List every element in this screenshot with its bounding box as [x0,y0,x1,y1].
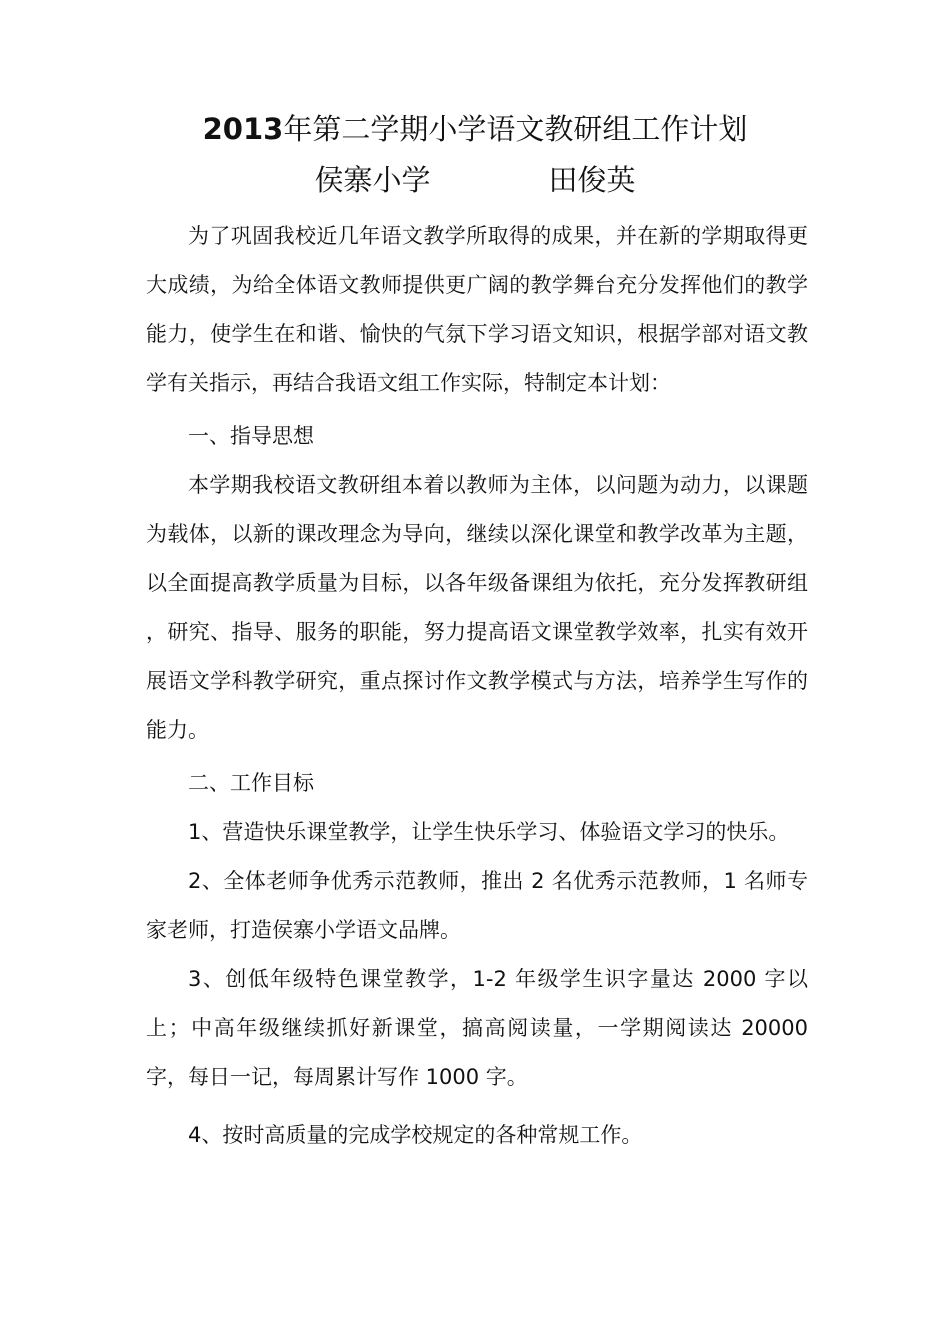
school-name: 侯寨小学 [314,163,431,197]
goal-item-1: 1、营造快乐课堂教学，让学生快乐学习、体验语文学习的快乐。 [188,820,790,844]
goal-item-3: 3、创低年级特色课堂教学，1-2 年级学生识字量达 2000 字以上；中高年级继续抓好新课堂，搞高阅读量，一学期阅读达 20000 字，每日一记，每周累计写作 1000 字。 [146,967,808,1089]
title-text: 年第二学期小学语文教研组工作计划 [283,112,748,146]
author-name: 田俊英 [548,163,636,197]
intro-paragraph: 为了巩固我校近几年语文教学所取得的成果，并在新的学期取得更大成绩，为给全体语文教师提供更广阔的教学舞台充分发挥他们的教学能力，使学生在和谐、愉快的气氛下学习语文知识，根据学部对语文教学有关指示，再结合我语文组工作实际，特制定本计划： [146,224,808,395]
goal-item-4: 4、按时高质量的完成学校规定的各种常规工作。 [188,1123,643,1147]
title-year: 2013 [202,112,284,146]
document-byline [0,163,950,197]
section-heading-guiding-ideology: 一、指导思想 [188,424,314,448]
guiding-ideology-paragraph: 本学期我校语文教研组本着以教师为主体，以问题为动力，以课题为载体，以新的课改理念为导向，继续以深化课堂和教学改革为主题，以全面提高教学质量为目标，以各年级备课组为依托，充分发挥教研组 ，研究、指导、服务的职能，努力提高语文课堂教学效率，扎实有效开展语文学科教学研究，重点探讨作文教学模式与方法，培养学生写作的能力。 [146,473,808,742]
section-heading-work-goals: 二、工作目标 [188,771,314,795]
goal-item-2: 2、全体老师争优秀示范教师，推出 2 名优秀示范教师，1 名师专家老师，打造侯寨小学语文品牌。 [146,869,808,942]
document-title [0,112,950,146]
